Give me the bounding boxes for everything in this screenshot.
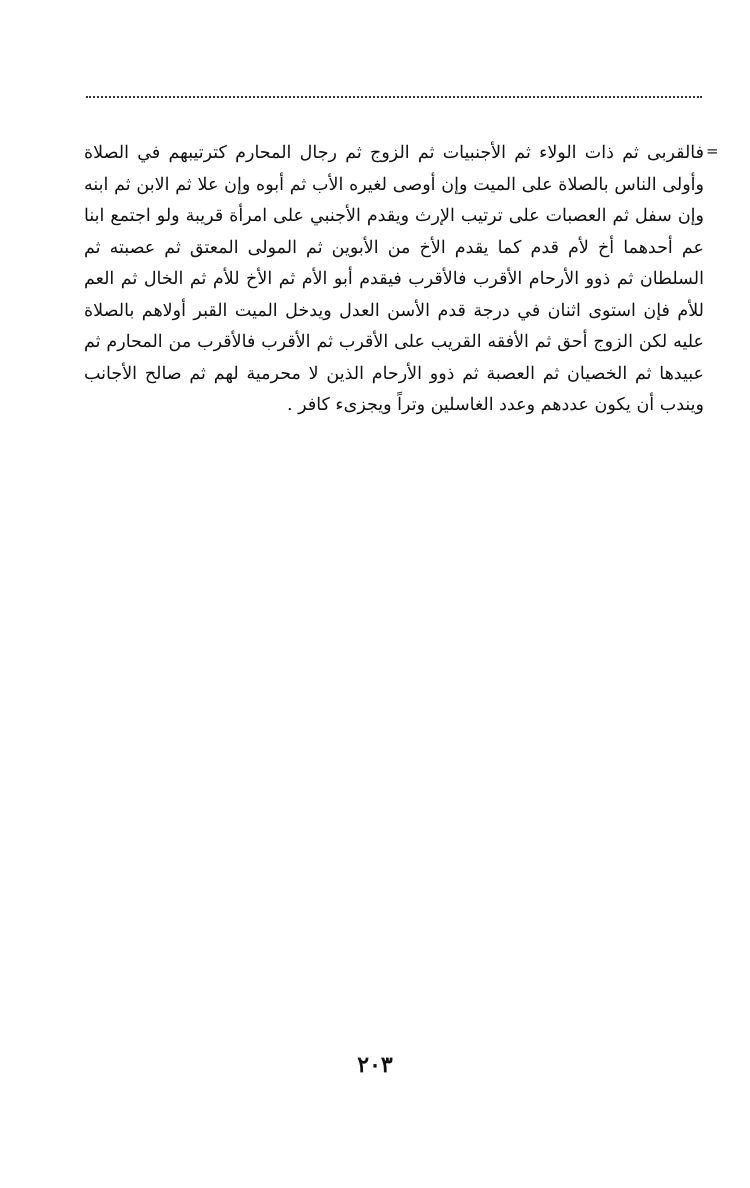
body-paragraph: فالقربى ثم ذات الولاء ثم الأجنبيات ثم الزوج ثم رجال المحارم كترتيبهم في الصلاة وأولى الناس بالصلاة على الميت وإن أوصى لغيره الأب ثم أبوه وإن علا ثم الابن ثم ابنه وإن سفل ثم العصبات على ترتيب الإرث ويقدم الأجنبي على امرأة قريبة ولو اجتمع ابنا عم أحدهما أخ لأم قدم كما يقدم الأخ من الأبوين ثم المولى المعتق ثم عصبته ثم السلطان ثم ذوو الأرحام الأقرب فالأقرب فيقدم أبو الأم ثم الأخ للأم ثم الخال ثم العم للأم فإن استوى اثنان في درجة قدم الأسن العدل ويدخل الميت القبر أولاهم بالصلاة عليه لكن الزوج أحق ثم الأفقه القريب على الأقرب ثم الأقرب فالأقرب من المحارم ثم عبيدها ثم الخصيان ثم العصبة ثم ذوو الأرحام الذين لا محرمية لهم ثم صالح الأجانب ويندب أن يكون عددهم وعدد الغاسلين وتراً ويجزىء كافر . bbox=[84, 143, 704, 415]
page-number: ٢٠٣ bbox=[357, 1052, 393, 1078]
header-dotted-rule bbox=[86, 96, 702, 98]
continuation-mark: = bbox=[706, 142, 719, 160]
